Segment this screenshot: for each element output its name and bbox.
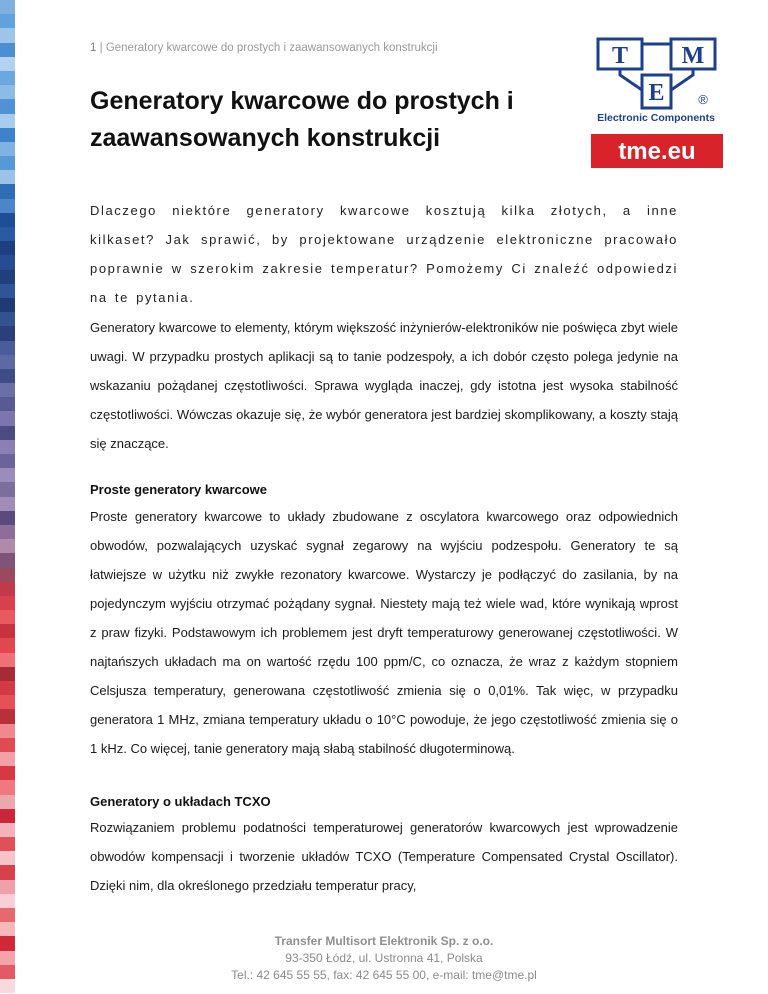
color-strip-segment <box>0 865 15 879</box>
color-strip-segment <box>0 142 15 156</box>
color-strip-segment <box>0 894 15 908</box>
color-strip-segment <box>0 681 15 695</box>
color-strip-segment <box>0 227 15 241</box>
color-strip-segment <box>0 738 15 752</box>
color-strip-segment <box>0 752 15 766</box>
color-strip-segment <box>0 624 15 638</box>
color-strip-segment <box>0 482 15 496</box>
color-strip-segment <box>0 695 15 709</box>
color-strip-segment <box>0 326 15 340</box>
color-strip-segment <box>0 255 15 269</box>
color-strip-segment <box>0 539 15 553</box>
color-strip-segment <box>0 582 15 596</box>
color-strip-segment <box>0 795 15 809</box>
color-strip-segment <box>0 553 15 567</box>
color-strip-segment <box>0 270 15 284</box>
color-strip-segment <box>0 114 15 128</box>
color-strip-segment <box>0 0 15 14</box>
paragraph-overview: Generatory kwarcowe to elementy, którym większość inżynierów-elektroników nie poświęca zbyt wiele uwagi. W przypadku prostych aplikacji są to tanie podzespoły, a ich dobór często polega jedynie na wskazaniu pożądanej częstotliwości. Sprawa wygląda inaczej, gdy istotna jest wysoka stabilność częstotliwości. Wówczas okazuje się, że wybór generatora jest bardziej skomplikowany, a koszty stają się znaczące. <box>90 320 678 451</box>
color-strip-segment <box>0 908 15 922</box>
footer-address: 93-350 Łódź, ul. Ustronna 41, Polska <box>285 951 483 965</box>
color-strip-segment <box>0 71 15 85</box>
color-strip-segment <box>0 241 15 255</box>
logo-letter-m: M <box>681 43 705 69</box>
color-strip-segment <box>0 99 15 113</box>
color-strip-segment <box>0 596 15 610</box>
color-strip-segment <box>0 128 15 142</box>
paragraph-tcxo: Rozwiązaniem problemu podatności temperaturowej generatorów kwarcowych jest wprowadzenie obwodów kompensacji i tworzenie układów TCXO (Temperature Compensated Crystal Oscillator). Dzięki nim, dla określonego przedziału temperatur pracy, <box>90 820 678 893</box>
color-strip-segment <box>0 85 15 99</box>
color-strip-segment <box>0 355 15 369</box>
footer-company: Transfer Multisort Elektronik Sp. z o.o. <box>274 934 494 948</box>
color-strip-segment <box>0 284 15 298</box>
logo-tagline: Electronic Components <box>597 112 715 124</box>
color-strip-segment <box>0 880 15 894</box>
color-strip-segment <box>0 610 15 624</box>
tme-logo <box>585 30 725 170</box>
color-strip-segment <box>0 199 15 213</box>
color-strip-segment <box>0 341 15 355</box>
registered-mark-icon: ® <box>698 92 708 107</box>
document-title: Generatory kwarcowe do prostych i zaawansowanych konstrukcji <box>90 87 514 152</box>
color-strip-segment <box>0 369 15 383</box>
running-header <box>90 42 438 54</box>
logo-domain: tme.eu <box>618 138 696 165</box>
color-strip-segment <box>0 298 15 312</box>
color-strip-segment <box>0 653 15 667</box>
color-strip-segment <box>0 497 15 511</box>
color-strip-segment <box>0 837 15 851</box>
color-strip-segment <box>0 638 15 652</box>
color-strip-segment <box>0 184 15 198</box>
color-strip-segment <box>0 709 15 723</box>
color-strip-segment <box>0 568 15 582</box>
color-strip-segment <box>0 397 15 411</box>
color-strip-segment <box>0 511 15 525</box>
color-strip-segment <box>0 156 15 170</box>
color-strip-segment <box>0 780 15 794</box>
color-strip-segment <box>0 14 15 28</box>
color-strip-segment <box>0 724 15 738</box>
logo-letter-e: E <box>648 80 665 106</box>
color-strip-segment <box>0 823 15 837</box>
page-footer <box>0 933 768 984</box>
logo-letter-t: T <box>611 43 629 69</box>
page-number: 1 <box>90 42 97 54</box>
color-strip-segment <box>0 411 15 425</box>
color-strip-segment <box>0 57 15 71</box>
intro-lead: Dlaczego niektóre generatory kwarcowe kosztują kilka złotych, a inne kilkaset? Jak sprawić, by projektowane urządzenie elektroniczne pracowało poprawnie w szerokim zakresie temperatur? Pomożemy Ci znaleźć odpowiedzi na te pytania. <box>90 203 678 305</box>
color-strip-segment <box>0 667 15 681</box>
color-strip-segment <box>0 312 15 326</box>
decorative-color-strip <box>0 0 15 994</box>
color-strip-segment <box>0 454 15 468</box>
color-strip-segment <box>0 525 15 539</box>
section-heading-simple-oscillators: Proste generatory kwarcowe <box>90 482 268 497</box>
color-strip-segment <box>0 213 15 227</box>
color-strip-segment <box>0 468 15 482</box>
header-separator: | <box>99 42 103 54</box>
color-strip-segment <box>0 383 15 397</box>
color-strip-segment <box>0 851 15 865</box>
header-text: Generatory kwarcowe do prostych i zaawansowanych konstrukcji <box>105 42 438 54</box>
color-strip-segment <box>0 28 15 42</box>
color-strip-segment <box>0 440 15 454</box>
color-strip-segment <box>0 426 15 440</box>
paragraph-simple-oscillators: Proste generatory kwarcowe to układy zbudowane z oscylatora kwarcowego oraz odpowiednich obwodów, pozwalających uzyskać sygnał zegarowy na wyjściu podzespołu. Generatory te są łatwiejsze w użytku niż zwykłe rezonatory kwarcowe. Wystarczy je podłączyć do zasilania, by na pojedynczym wyjściu otrzymać pożądany sygnał. Niestety mają też wiele wad, które wynikają wprost z praw fizyki. Podstawowym ich problemem jest dryft temperaturowy generowanej częstotliwości. W najtańszych układach ma on wartość rzędu 100 ppm/C, co oznacza, że wraz z każdym stopniem Celsjusza temperatury, generowana częstotliwość zmienia się o 0,01%. Tak więc, w przypadku generatora 1 MHz, zmiana temperatury układu o 10°C powoduje, że jego częstotliwość zmienia się o 1 kHz. Co więcej, tanie generatory mają słabą stabilność długoterminową. <box>90 509 678 756</box>
color-strip-segment <box>0 766 15 780</box>
color-strip-segment <box>0 43 15 57</box>
color-strip-segment <box>0 170 15 184</box>
section-heading-tcxo: Generatory o układach TCXO <box>90 794 271 809</box>
footer-contact: Tel.: 42 645 55 55, fax: 42 645 55 00, e-mail: tme@tme.pl <box>231 968 537 982</box>
color-strip-segment <box>0 809 15 823</box>
